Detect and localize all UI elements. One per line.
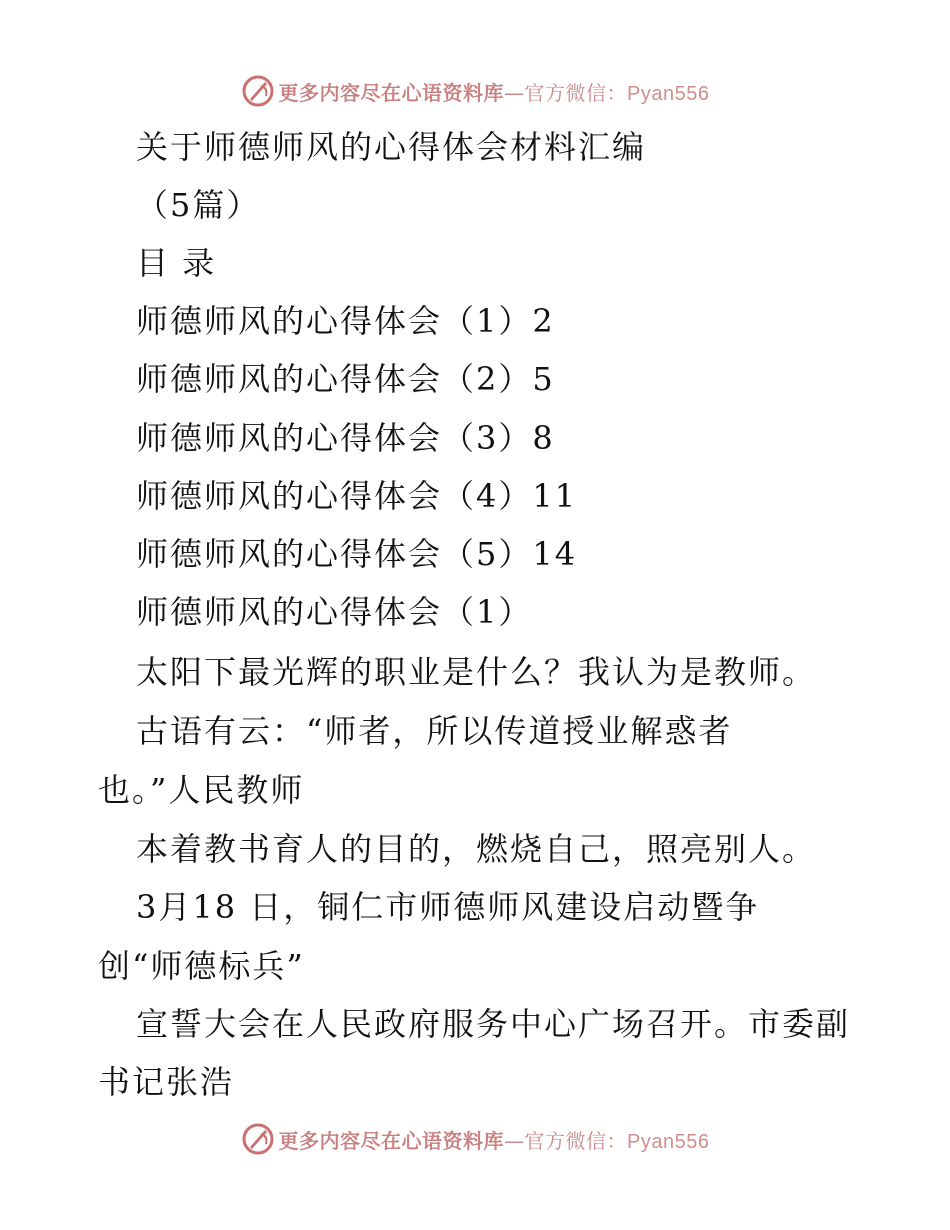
toc-heading: 目 录 <box>136 244 217 282</box>
header-watermark <box>0 71 950 111</box>
body-line: 书记张浩 <box>98 1063 235 1101</box>
watermark-id: Pyan556 <box>627 1130 710 1153</box>
watermark-brand: 更多内容尽在心语资料库 <box>278 80 505 105</box>
watermark-separator: — <box>504 80 525 105</box>
footer-watermark <box>0 1119 950 1159</box>
body-line: 3月18 日，铜仁市师德师风建设启动暨争 <box>136 888 760 926</box>
body-line: 宣誓大会在人民政府服务中心广场召开。市委副 <box>136 1005 851 1043</box>
watermark-text <box>279 1125 710 1154</box>
quill-logo-icon <box>241 74 275 108</box>
document-subtitle: （5篇） <box>136 186 261 224</box>
watermark-text <box>279 77 710 106</box>
toc-item: 师德师风的心得体会（4）11 <box>136 477 578 515</box>
document-title: 关于师德师风的心得体会材料汇编 <box>136 128 647 166</box>
watermark-brand: 更多内容尽在心语资料库 <box>278 1128 505 1153</box>
section-heading: 师德师风的心得体会（1） <box>136 593 533 631</box>
body-line: 古语有云：“师者，所以传道授业解惑者 <box>136 712 733 750</box>
toc-item: 师德师风的心得体会（5）14 <box>136 535 578 573</box>
watermark-id: Pyan556 <box>627 82 710 105</box>
toc-item: 师德师风的心得体会（3）8 <box>136 419 555 457</box>
body-line: 太阳下最光辉的职业是什么？我认为是教师。 <box>136 653 817 691</box>
body-line: 也。”人民教师 <box>98 771 305 809</box>
body-line: 本着教书育人的目的，燃烧自己，照亮别人。 <box>136 830 817 868</box>
watermark-label: 官方微信： <box>524 80 628 105</box>
watermark-label: 官方微信： <box>524 1128 628 1153</box>
watermark-separator: — <box>504 1128 525 1153</box>
toc-item: 师德师风的心得体会（1）2 <box>136 302 555 340</box>
quill-logo-icon <box>241 1122 275 1156</box>
toc-item: 师德师风的心得体会（2）5 <box>136 360 555 398</box>
body-line: 创“师德标兵” <box>98 947 305 985</box>
